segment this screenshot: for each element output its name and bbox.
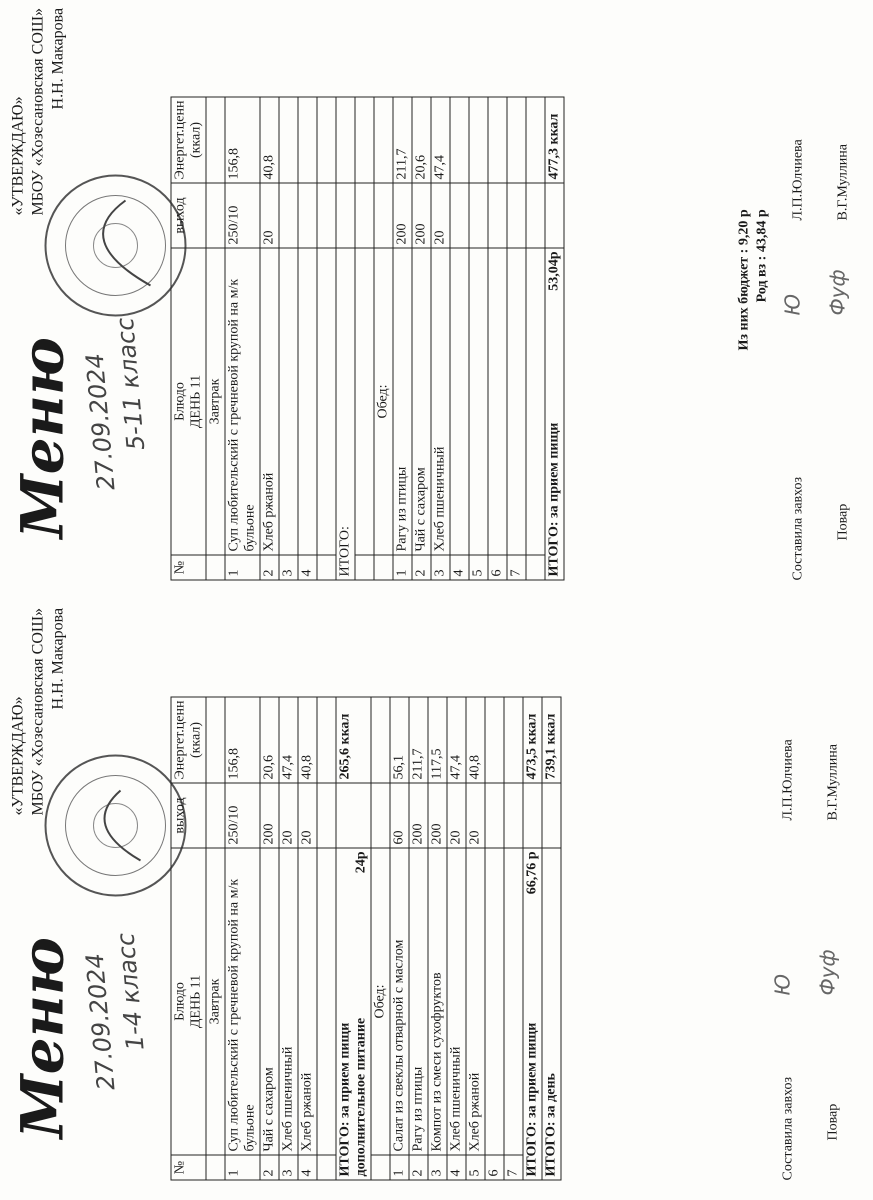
signature-mark bbox=[103, 200, 150, 285]
total-lunch-row: ИТОГО: за прием пищи 66,76 р 473,5 ккал bbox=[523, 697, 542, 1180]
section-lunch: Обед: bbox=[374, 248, 393, 555]
signature-cook: Фуф bbox=[825, 268, 849, 315]
approve-heading: «УТВЕРЖДАЮ» bbox=[9, 695, 26, 815]
cook-label: Повар bbox=[835, 503, 850, 540]
approval-block bbox=[8, 7, 68, 215]
table-row: 1 Рагу из птицы 200 211,7 bbox=[393, 97, 412, 580]
header-yield: выход bbox=[171, 183, 206, 248]
header-energy: Энергет.ценн (ккал) bbox=[171, 97, 206, 183]
signature-compiled: Ю bbox=[780, 293, 804, 315]
section-breakfast: Завтрак bbox=[206, 248, 225, 555]
signature-mark bbox=[104, 790, 140, 860]
table-row: 3 bbox=[279, 97, 298, 580]
parent-line: Род вз : 43,84 р bbox=[754, 208, 769, 302]
table-row: 6 bbox=[485, 697, 504, 1180]
table-row: 4 Хлеб ржаной 20 40,8 bbox=[298, 697, 317, 1180]
class-note: 5-11 класс bbox=[110, 316, 150, 451]
header-num: № bbox=[171, 555, 206, 580]
menu-title: Меню bbox=[8, 336, 76, 538]
signature-compiled: Ю bbox=[770, 973, 794, 995]
table-row: 2 Чай с сахаром 200 20,6 bbox=[260, 697, 279, 1180]
table-row: 2 Чай с сахаром 200 20,6 bbox=[412, 97, 431, 580]
approval-block bbox=[8, 607, 68, 815]
table-row: 3 Хлеб пшеничный 20 47,4 bbox=[279, 697, 298, 1180]
table-row: 1 Салат из свеклы отварной с маслом 60 56,1 bbox=[390, 697, 409, 1180]
table-header bbox=[171, 697, 206, 1180]
total-day-row: ИТОГО: за день 739,1 ккал bbox=[542, 697, 561, 1180]
approve-org: МБОУ «Хозесановская СОШ» bbox=[29, 607, 46, 815]
approve-director: Н.Н. Макарова bbox=[49, 7, 66, 109]
total-breakfast-row: ИТОГО: за прием пищи дополнительное питание 24р 265,6 ккал bbox=[336, 697, 371, 1180]
header-energy: Энергет.ценн (ккал) bbox=[171, 697, 206, 783]
section-lunch: Обед: bbox=[371, 848, 390, 1155]
class-note: 1-4 класс bbox=[110, 931, 150, 1051]
total-lunch-row: ИТОГО: за прием пищи 53,04р 477,3 ккал bbox=[545, 97, 564, 580]
total-breakfast-row: ИТОГО: bbox=[336, 97, 355, 580]
table-row: 4 bbox=[298, 97, 317, 580]
header-dish: Блюдо ДЕНЬ 11 bbox=[171, 248, 206, 555]
section-breakfast: Завтрак bbox=[206, 848, 225, 1155]
table-header bbox=[171, 97, 206, 580]
approve-org: МБОУ «Хозесановская СОШ» bbox=[29, 7, 46, 215]
header-num: № bbox=[171, 1155, 206, 1180]
header-dish: Блюдо ДЕНЬ 11 bbox=[171, 848, 206, 1155]
menu-left-panel bbox=[0, 600, 873, 1200]
compiled-name: Л.П.Юлчиева bbox=[790, 138, 805, 220]
table-row: 4 Хлеб пшеничный 20 47,4 bbox=[447, 697, 466, 1180]
menu-title: Меню bbox=[8, 936, 76, 1138]
header-yield: выход bbox=[171, 783, 206, 848]
table-row: 3 Компот из смеси сухофруктов 200 117,5 bbox=[428, 697, 447, 1180]
table-row: 3 Хлеб пшеничный 20 47,4 bbox=[431, 97, 450, 580]
approve-heading: «УТВЕРЖДАЮ» bbox=[9, 95, 26, 215]
compiled-label: Составила завхоз bbox=[780, 1076, 795, 1180]
budget-line: Из них бюджет : 9,20 р bbox=[736, 208, 751, 350]
budget-breakdown bbox=[735, 209, 771, 350]
approve-director: Н.Н. Макарова bbox=[49, 607, 66, 709]
cook-name: В.Г.Муллина bbox=[825, 743, 840, 820]
table-row: 6 bbox=[488, 97, 507, 580]
cook-name: В.Г.Муллина bbox=[835, 143, 850, 220]
table-row: 2 Хлеб ржаной 20 40,8 bbox=[260, 97, 279, 580]
table-row: 7 bbox=[507, 97, 526, 580]
menu-date: 27.09.2024 bbox=[80, 951, 120, 1091]
table-row: 5 bbox=[469, 97, 488, 580]
table-row: 4 bbox=[450, 97, 469, 580]
compiled-label: Составила завхоз bbox=[790, 476, 805, 580]
menu-table bbox=[170, 696, 561, 1180]
compiled-name: Л.П.Юлчиева bbox=[780, 738, 795, 820]
table-row: 1 Суп любительский с гречневой крупой на м/к бульоне 250/10 156,8 bbox=[225, 697, 260, 1180]
table-row: 7 bbox=[504, 697, 523, 1180]
menu-date: 27.09.2024 bbox=[80, 351, 120, 491]
table-row: 2 Рагу из птицы 200 211,7 bbox=[409, 697, 428, 1180]
menu-table bbox=[170, 96, 564, 580]
table-row: 5 Хлеб ржаной 20 40,8 bbox=[466, 697, 485, 1180]
cook-label: Повар bbox=[825, 1103, 840, 1140]
table-row: 1 Суп любительский с гречневой крупой на м/к бульоне 250/10 156,8 bbox=[225, 97, 260, 580]
signature-cook: Фуф bbox=[815, 948, 839, 995]
